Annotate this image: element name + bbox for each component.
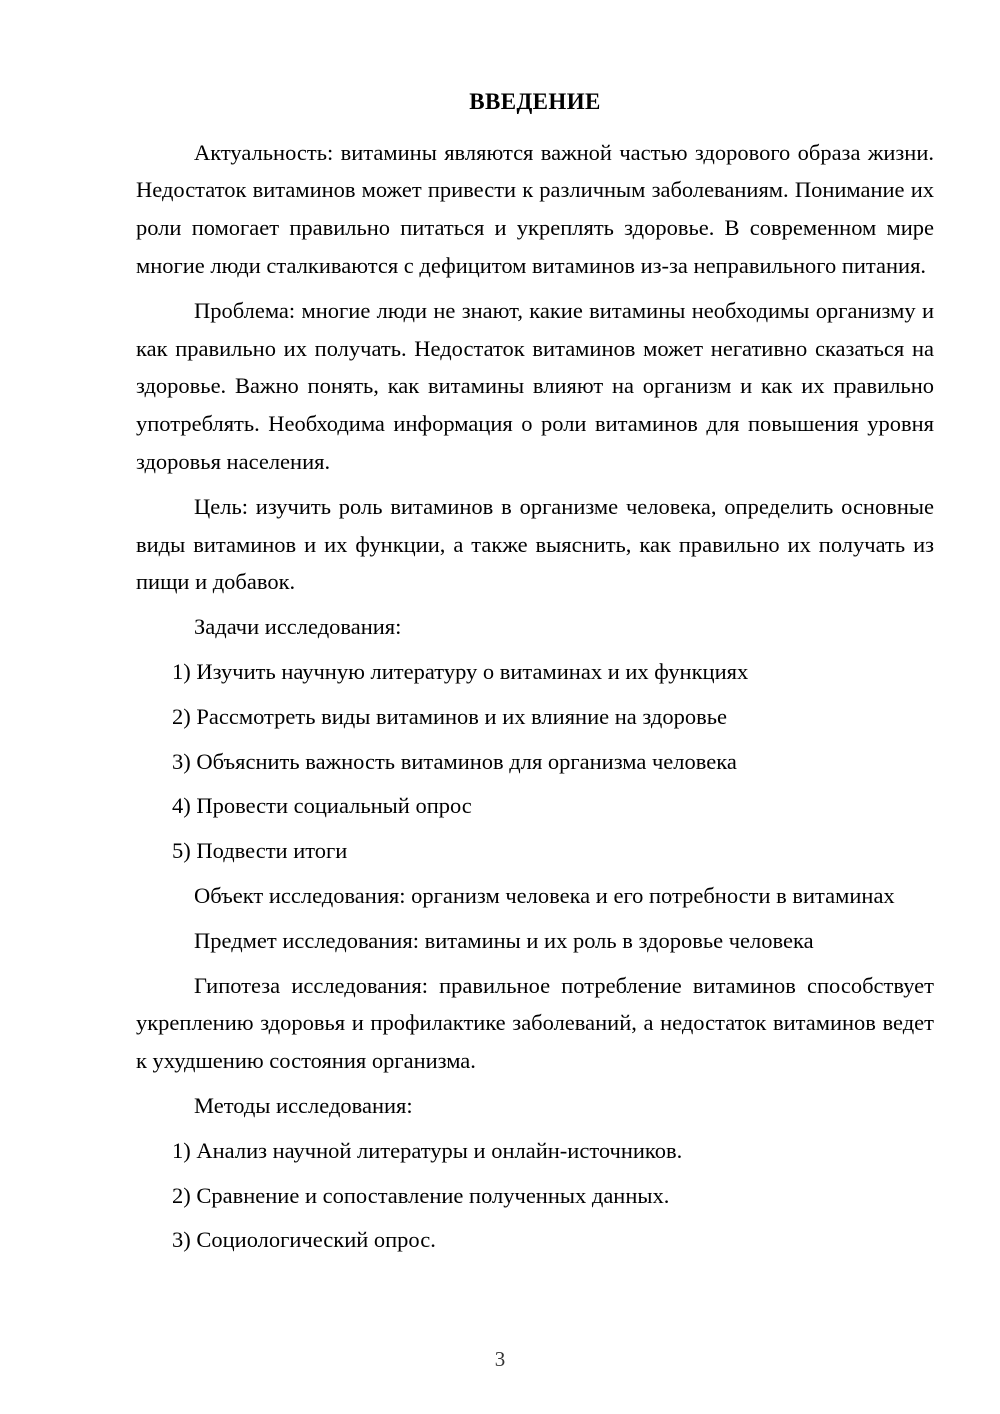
tasks-heading: Задачи исследования:	[194, 614, 402, 640]
page-title: ВВЕДЕНИЕ	[469, 89, 601, 114]
task-item-2: 2) Рассмотреть виды витаминов и их влияние на здоровье	[172, 703, 727, 729]
paragraph-relevance: Актуальность: витамины являются важной частью здорового образа жизни. Недостаток витаминов может привести к различным заболеваниям. Понимание их роли помогает правильно питаться и укреплять здоровье. В современном мире многие люди сталкиваются с дефицитом витаминов из-за неправильного питания.	[136, 139, 934, 278]
paragraph-hypothesis: Гипотеза исследования: правильное потребление витаминов способствует укреплению здоровья и профилактике заболеваний, а недостаток витаминов ведет к ухудшению состояния организма.	[136, 972, 934, 1074]
methods-heading: Методы исследования:	[194, 1092, 413, 1118]
paragraph-subject: Предмет исследования: витамины и их роль в здоровье человека	[194, 927, 814, 953]
task-item-4: 4) Провести социальный опрос	[172, 793, 472, 819]
method-item-3: 3) Социологический опрос.	[172, 1227, 436, 1253]
method-item-1: 1) Анализ научной литературы и онлайн-источников.	[172, 1137, 683, 1163]
paragraph-problem: Проблема: многие люди не знают, какие витамины необходимы организму и как правильно их получать. Недостаток витаминов может негативно сказаться на здоровье. Важно понять, как витамины влияют на организм и как их правильно употреблять. Необходима информация о роли витаминов для повышения уровня здоровья населения.	[136, 297, 934, 474]
paragraph-object: Объект исследования: организм человека и его потребности в витаминах	[194, 882, 895, 908]
task-item-3: 3) Объяснить важность витаминов для организма человека	[172, 748, 737, 774]
paragraph-goal: Цель: изучить роль витаминов в организме человека, определить основные виды витаминов и их функции, а также выяснить, как правильно их получать из пищи и добавок.	[136, 493, 934, 595]
task-item-5: 5) Подвести итоги	[172, 838, 348, 864]
page-number: 3	[494, 1347, 506, 1371]
task-item-1: 1) Изучить научную литературу о витаминах и их функциях	[172, 658, 749, 684]
method-item-2: 2) Сравнение и сопоставление полученных данных.	[172, 1182, 670, 1208]
